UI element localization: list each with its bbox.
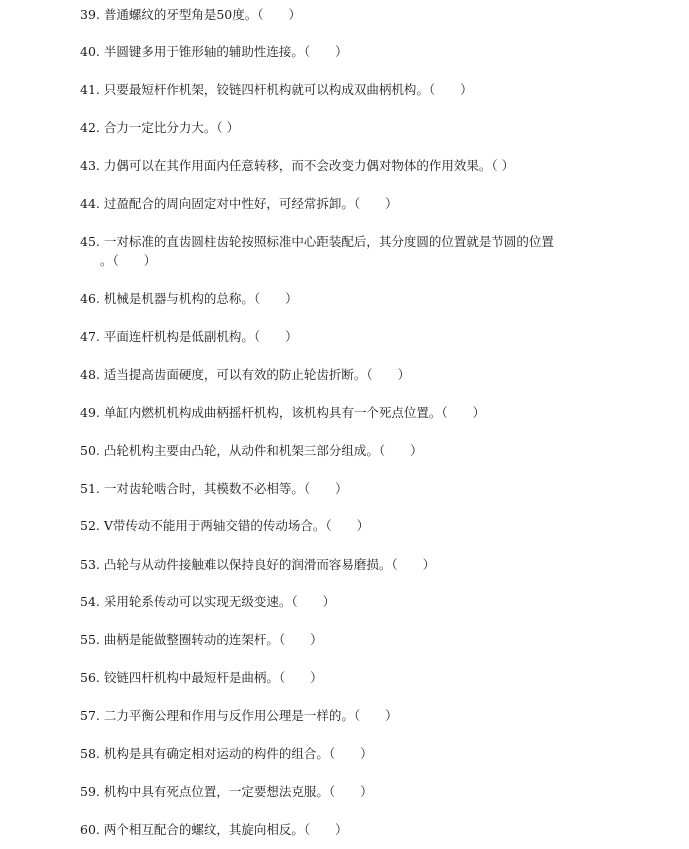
question-49: 49. 单缸内燃机机构成曲柄摇杆机构，该机构具有一个死点位置。（ ）: [80, 405, 486, 420]
question-54: 54. 采用轮系传动可以实现无级变速。（ ）: [80, 594, 336, 609]
question-59: 59. 机构中具有死点位置，一定要想法克服。（ ）: [80, 784, 373, 799]
question-50: 50. 凸轮机构主要由凸轮，从动件和机架三部分组成。（ ）: [80, 443, 423, 458]
question-44: 44. 过盈配合的周向固定对中性好，可经常拆卸。（ ）: [80, 196, 398, 211]
question-46: 46. 机械是机器与机构的总称。（ ）: [80, 291, 298, 306]
question-58: 58. 机构是具有确定相对运动的构件的组合。（ ）: [80, 746, 373, 761]
question-53: 53. 凸轮与从动件接触难以保持良好的润滑而容易磨损。（ ）: [80, 557, 436, 572]
question-45-continuation: 。（ ）: [100, 253, 157, 268]
question-42: 42. 合力一定比分力大。（ ）: [80, 120, 240, 135]
question-52: 52. V带传动不能用于两轴交错的传动场合。（ ）: [80, 518, 370, 533]
question-55: 55. 曲柄是能做整圈转动的连架杆。（ ）: [80, 632, 323, 647]
question-43: 43. 力偶可以在其作用面内任意转移，而不会改变力偶对物体的作用效果。（ ）: [80, 158, 515, 173]
question-56: 56. 铰链四杆机构中最短杆是曲柄。（ ）: [80, 670, 323, 685]
question-47: 47. 平面连杆机构是低副机构。（ ）: [80, 329, 298, 344]
question-39: 39. 普通螺纹的牙型角是50度。（ ）: [80, 7, 302, 22]
question-41: 41. 只要最短杆作机架，铰链四杆机构就可以构成双曲柄机构。（ ）: [80, 82, 473, 97]
question-45: 45. 一对标准的直齿圆柱齿轮按照标准中心距装配后，其分度圆的位置就是节圆的位置: [80, 234, 554, 249]
question-57: 57. 二力平衡公理和作用与反作用公理是一样的。（ ）: [80, 708, 398, 723]
question-60: 60. 两个相互配合的螺纹，其旋向相反。（ ）: [80, 822, 348, 837]
question-40: 40. 半圆键多用于锥形轴的辅助性连接。（ ）: [80, 44, 348, 59]
question-48: 48. 适当提高齿面硬度，可以有效的防止轮齿折断。（ ）: [80, 367, 411, 382]
question-51: 51. 一对齿轮啮合时，其模数不必相等。（ ）: [80, 481, 348, 496]
